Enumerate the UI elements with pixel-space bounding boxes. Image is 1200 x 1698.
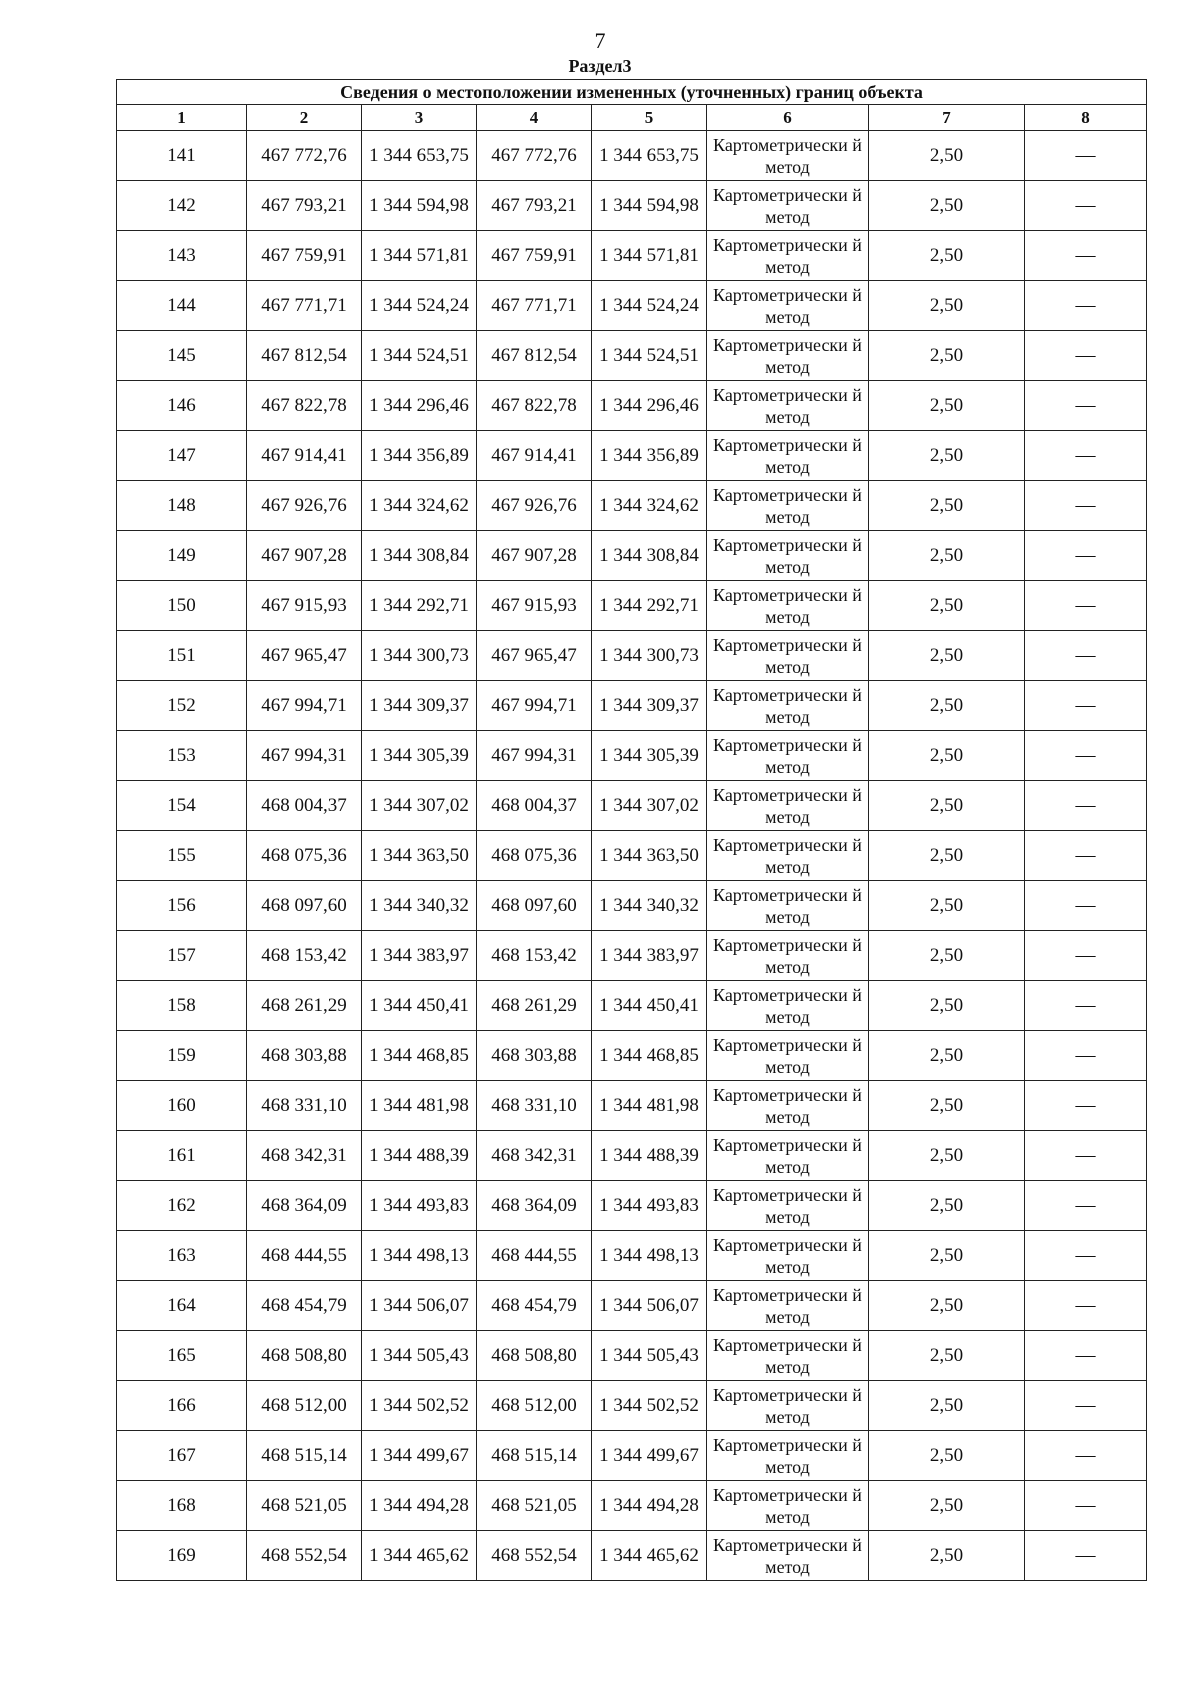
x-coordinate-new-cell: 467 926,76 (477, 481, 592, 531)
point-number-cell: 145 (117, 331, 247, 381)
table-row (117, 931, 1147, 981)
column-number: 2 (247, 105, 362, 131)
accuracy-cell: 2,50 (869, 281, 1025, 331)
accuracy-cell: 2,50 (869, 481, 1025, 531)
table-row (117, 1331, 1147, 1381)
description-cell: — (1025, 1231, 1147, 1281)
method-cell: Картометрически й метод (707, 1031, 869, 1081)
accuracy-cell: 2,50 (869, 1431, 1025, 1481)
x-coordinate-new-cell: 467 759,91 (477, 231, 592, 281)
x-coordinate-new-cell: 468 004,37 (477, 781, 592, 831)
table-row (117, 1431, 1147, 1481)
point-number-cell: 144 (117, 281, 247, 331)
point-number-cell: 150 (117, 581, 247, 631)
description-cell: — (1025, 1131, 1147, 1181)
accuracy-cell: 2,50 (869, 1381, 1025, 1431)
method-cell: Картометрически й метод (707, 1531, 869, 1581)
point-number-cell: 163 (117, 1231, 247, 1281)
method-cell: Картометрически й метод (707, 1131, 869, 1181)
table-row (117, 231, 1147, 281)
x-coordinate-cell: 467 914,41 (247, 431, 362, 481)
y-coordinate-new-cell: 1 344 309,37 (592, 681, 707, 731)
x-coordinate-cell: 468 364,09 (247, 1181, 362, 1231)
point-number-cell: 168 (117, 1481, 247, 1531)
description-cell: — (1025, 231, 1147, 281)
accuracy-cell: 2,50 (869, 1181, 1025, 1231)
method-cell: Картометрически й метод (707, 731, 869, 781)
x-coordinate-new-cell: 467 914,41 (477, 431, 592, 481)
y-coordinate-new-cell: 1 344 465,62 (592, 1531, 707, 1581)
x-coordinate-cell: 467 772,76 (247, 131, 362, 181)
method-cell: Картометрически й метод (707, 381, 869, 431)
x-coordinate-cell: 468 508,80 (247, 1331, 362, 1381)
description-cell: — (1025, 1481, 1147, 1531)
y-coordinate-new-cell: 1 344 450,41 (592, 981, 707, 1031)
point-number-cell: 164 (117, 1281, 247, 1331)
x-coordinate-new-cell: 468 342,31 (477, 1131, 592, 1181)
point-number-cell: 157 (117, 931, 247, 981)
table-row (117, 131, 1147, 181)
table-row (117, 631, 1147, 681)
x-coordinate-cell: 467 771,71 (247, 281, 362, 331)
y-coordinate-cell: 1 344 307,02 (362, 781, 477, 831)
method-cell: Картометрически й метод (707, 1081, 869, 1131)
x-coordinate-new-cell: 468 552,54 (477, 1531, 592, 1581)
description-cell: — (1025, 1431, 1147, 1481)
y-coordinate-cell: 1 344 383,97 (362, 931, 477, 981)
table-row (117, 881, 1147, 931)
column-numbers-row (117, 105, 1147, 131)
y-coordinate-cell: 1 344 653,75 (362, 131, 477, 181)
page-number: 7 (594, 28, 606, 53)
description-cell: — (1025, 1181, 1147, 1231)
method-cell: Картометрически й метод (707, 1481, 869, 1531)
x-coordinate-cell: 467 759,91 (247, 231, 362, 281)
x-coordinate-cell: 468 331,10 (247, 1081, 362, 1131)
x-coordinate-cell: 467 793,21 (247, 181, 362, 231)
y-coordinate-cell: 1 344 309,37 (362, 681, 477, 731)
table-row (117, 731, 1147, 781)
x-coordinate-new-cell: 467 994,31 (477, 731, 592, 781)
table-caption-row (117, 80, 1147, 105)
y-coordinate-cell: 1 344 505,43 (362, 1331, 477, 1381)
description-cell: — (1025, 381, 1147, 431)
accuracy-cell: 2,50 (869, 131, 1025, 181)
column-number: 5 (592, 105, 707, 131)
y-coordinate-cell: 1 344 493,83 (362, 1181, 477, 1231)
y-coordinate-new-cell: 1 344 571,81 (592, 231, 707, 281)
table-row (117, 181, 1147, 231)
y-coordinate-new-cell: 1 344 308,84 (592, 531, 707, 581)
method-cell: Картометрически й метод (707, 931, 869, 981)
x-coordinate-cell: 468 512,00 (247, 1381, 362, 1431)
point-number-cell: 161 (117, 1131, 247, 1181)
table-row (117, 831, 1147, 881)
y-coordinate-cell: 1 344 356,89 (362, 431, 477, 481)
point-number-cell: 162 (117, 1181, 247, 1231)
x-coordinate-cell: 468 004,37 (247, 781, 362, 831)
table-row (117, 1081, 1147, 1131)
accuracy-cell: 2,50 (869, 1031, 1025, 1081)
y-coordinate-cell: 1 344 296,46 (362, 381, 477, 431)
y-coordinate-new-cell: 1 344 340,32 (592, 881, 707, 931)
x-coordinate-new-cell: 468 364,09 (477, 1181, 592, 1231)
x-coordinate-cell: 467 822,78 (247, 381, 362, 431)
description-cell: — (1025, 531, 1147, 581)
x-coordinate-cell: 468 515,14 (247, 1431, 362, 1481)
method-cell: Картометрически й метод (707, 831, 869, 881)
point-number-cell: 148 (117, 481, 247, 531)
y-coordinate-new-cell: 1 344 594,98 (592, 181, 707, 231)
table-row (117, 1531, 1147, 1581)
x-coordinate-new-cell: 467 994,71 (477, 681, 592, 731)
accuracy-cell: 2,50 (869, 531, 1025, 581)
y-coordinate-new-cell: 1 344 300,73 (592, 631, 707, 681)
y-coordinate-new-cell: 1 344 305,39 (592, 731, 707, 781)
method-cell: Картометрически й метод (707, 481, 869, 531)
method-cell: Картометрически й метод (707, 1231, 869, 1281)
description-cell: — (1025, 1381, 1147, 1431)
accuracy-cell: 2,50 (869, 381, 1025, 431)
x-coordinate-cell: 467 907,28 (247, 531, 362, 581)
y-coordinate-new-cell: 1 344 383,97 (592, 931, 707, 981)
point-number-cell: 155 (117, 831, 247, 881)
description-cell: — (1025, 331, 1147, 381)
y-coordinate-cell: 1 344 340,32 (362, 881, 477, 931)
column-number: 7 (869, 105, 1025, 131)
y-coordinate-new-cell: 1 344 296,46 (592, 381, 707, 431)
y-coordinate-cell: 1 344 524,24 (362, 281, 477, 331)
point-number-cell: 149 (117, 531, 247, 581)
y-coordinate-cell: 1 344 524,51 (362, 331, 477, 381)
method-cell: Картометрически й метод (707, 781, 869, 831)
y-coordinate-cell: 1 344 499,67 (362, 1431, 477, 1481)
accuracy-cell: 2,50 (869, 831, 1025, 881)
y-coordinate-new-cell: 1 344 488,39 (592, 1131, 707, 1181)
x-coordinate-new-cell: 468 454,79 (477, 1281, 592, 1331)
description-cell: — (1025, 581, 1147, 631)
x-coordinate-cell: 467 915,93 (247, 581, 362, 631)
y-coordinate-cell: 1 344 502,52 (362, 1381, 477, 1431)
x-coordinate-new-cell: 468 521,05 (477, 1481, 592, 1531)
description-cell: — (1025, 781, 1147, 831)
accuracy-cell: 2,50 (869, 1481, 1025, 1531)
y-coordinate-new-cell: 1 344 356,89 (592, 431, 707, 481)
y-coordinate-new-cell: 1 344 363,50 (592, 831, 707, 881)
description-cell: — (1025, 931, 1147, 981)
table-row (117, 431, 1147, 481)
x-coordinate-cell: 468 153,42 (247, 931, 362, 981)
accuracy-cell: 2,50 (869, 181, 1025, 231)
x-coordinate-cell: 468 097,60 (247, 881, 362, 931)
y-coordinate-cell: 1 344 308,84 (362, 531, 477, 581)
x-coordinate-new-cell: 468 512,00 (477, 1381, 592, 1431)
x-coordinate-cell: 467 812,54 (247, 331, 362, 381)
y-coordinate-cell: 1 344 363,50 (362, 831, 477, 881)
x-coordinate-new-cell: 468 515,14 (477, 1431, 592, 1481)
point-number-cell: 160 (117, 1081, 247, 1131)
x-coordinate-new-cell: 467 812,54 (477, 331, 592, 381)
point-number-cell: 147 (117, 431, 247, 481)
table-row (117, 1181, 1147, 1231)
x-coordinate-new-cell: 467 822,78 (477, 381, 592, 431)
description-cell: — (1025, 831, 1147, 881)
description-cell: — (1025, 981, 1147, 1031)
accuracy-cell: 2,50 (869, 231, 1025, 281)
y-coordinate-cell: 1 344 481,98 (362, 1081, 477, 1131)
point-number-cell: 154 (117, 781, 247, 831)
y-coordinate-new-cell: 1 344 524,51 (592, 331, 707, 381)
description-cell: — (1025, 431, 1147, 481)
method-cell: Картометрически й метод (707, 881, 869, 931)
point-number-cell: 141 (117, 131, 247, 181)
column-number: 1 (117, 105, 247, 131)
y-coordinate-new-cell: 1 344 494,28 (592, 1481, 707, 1531)
accuracy-cell: 2,50 (869, 1331, 1025, 1381)
point-number-cell: 166 (117, 1381, 247, 1431)
column-number: 3 (362, 105, 477, 131)
description-cell: — (1025, 1031, 1147, 1081)
method-cell: Картометрически й метод (707, 1331, 869, 1381)
x-coordinate-new-cell: 468 508,80 (477, 1331, 592, 1381)
x-coordinate-cell: 468 552,54 (247, 1531, 362, 1581)
method-cell: Картометрически й метод (707, 681, 869, 731)
y-coordinate-cell: 1 344 498,13 (362, 1231, 477, 1281)
y-coordinate-new-cell: 1 344 468,85 (592, 1031, 707, 1081)
table-body (117, 131, 1147, 1581)
x-coordinate-new-cell: 468 261,29 (477, 981, 592, 1031)
description-cell: — (1025, 631, 1147, 681)
description-cell: — (1025, 281, 1147, 331)
accuracy-cell: 2,50 (869, 1131, 1025, 1181)
point-number-cell: 146 (117, 381, 247, 431)
point-number-cell: 159 (117, 1031, 247, 1081)
coordinates-table (116, 79, 1147, 1581)
description-cell: — (1025, 1331, 1147, 1381)
y-coordinate-cell: 1 344 450,41 (362, 981, 477, 1031)
accuracy-cell: 2,50 (869, 1081, 1025, 1131)
point-number-cell: 152 (117, 681, 247, 731)
accuracy-cell: 2,50 (869, 1231, 1025, 1281)
x-coordinate-cell: 467 994,71 (247, 681, 362, 731)
x-coordinate-cell: 468 075,36 (247, 831, 362, 881)
accuracy-cell: 2,50 (869, 881, 1025, 931)
x-coordinate-new-cell: 468 331,10 (477, 1081, 592, 1131)
accuracy-cell: 2,50 (869, 731, 1025, 781)
table-row (117, 1231, 1147, 1281)
y-coordinate-new-cell: 1 344 493,83 (592, 1181, 707, 1231)
x-coordinate-new-cell: 468 444,55 (477, 1231, 592, 1281)
y-coordinate-new-cell: 1 344 307,02 (592, 781, 707, 831)
x-coordinate-new-cell: 467 772,76 (477, 131, 592, 181)
description-cell: — (1025, 1081, 1147, 1131)
point-number-cell: 143 (117, 231, 247, 281)
x-coordinate-cell: 467 926,76 (247, 481, 362, 531)
table-row (117, 1031, 1147, 1081)
x-coordinate-cell: 468 444,55 (247, 1231, 362, 1281)
y-coordinate-new-cell: 1 344 653,75 (592, 131, 707, 181)
point-number-cell: 151 (117, 631, 247, 681)
table-row (117, 681, 1147, 731)
y-coordinate-new-cell: 1 344 481,98 (592, 1081, 707, 1131)
table-row (117, 1481, 1147, 1531)
x-coordinate-new-cell: 467 771,71 (477, 281, 592, 331)
x-coordinate-new-cell: 467 793,21 (477, 181, 592, 231)
y-coordinate-cell: 1 344 468,85 (362, 1031, 477, 1081)
y-coordinate-cell: 1 344 488,39 (362, 1131, 477, 1181)
method-cell: Картометрически й метод (707, 1181, 869, 1231)
description-cell: — (1025, 881, 1147, 931)
description-cell: — (1025, 131, 1147, 181)
point-number-cell: 142 (117, 181, 247, 231)
method-cell: Картометрически й метод (707, 1431, 869, 1481)
x-coordinate-new-cell: 467 965,47 (477, 631, 592, 681)
accuracy-cell: 2,50 (869, 931, 1025, 981)
accuracy-cell: 2,50 (869, 331, 1025, 381)
column-number: 4 (477, 105, 592, 131)
accuracy-cell: 2,50 (869, 431, 1025, 481)
accuracy-cell: 2,50 (869, 1531, 1025, 1581)
y-coordinate-new-cell: 1 344 292,71 (592, 581, 707, 631)
accuracy-cell: 2,50 (869, 581, 1025, 631)
table-row (117, 1131, 1147, 1181)
column-number: 8 (1025, 105, 1147, 131)
description-cell: — (1025, 1531, 1147, 1581)
x-coordinate-cell: 468 454,79 (247, 1281, 362, 1331)
y-coordinate-new-cell: 1 344 499,67 (592, 1431, 707, 1481)
section-title: Раздел3 (568, 56, 632, 76)
y-coordinate-cell: 1 344 465,62 (362, 1531, 477, 1581)
x-coordinate-new-cell: 468 303,88 (477, 1031, 592, 1081)
table-row (117, 281, 1147, 331)
y-coordinate-new-cell: 1 344 506,07 (592, 1281, 707, 1331)
y-coordinate-cell: 1 344 506,07 (362, 1281, 477, 1331)
point-number-cell: 156 (117, 881, 247, 931)
method-cell: Картометрически й метод (707, 131, 869, 181)
table-caption: Сведения о местоположении измененных (уточненных) границ объекта (117, 80, 1147, 105)
table-row (117, 531, 1147, 581)
y-coordinate-new-cell: 1 344 505,43 (592, 1331, 707, 1381)
y-coordinate-new-cell: 1 344 524,24 (592, 281, 707, 331)
x-coordinate-cell: 468 261,29 (247, 981, 362, 1031)
method-cell: Картометрически й метод (707, 181, 869, 231)
table-row (117, 781, 1147, 831)
table-row (117, 581, 1147, 631)
x-coordinate-cell: 468 342,31 (247, 1131, 362, 1181)
method-cell: Картометрически й метод (707, 331, 869, 381)
description-cell: — (1025, 1281, 1147, 1331)
method-cell: Картометрически й метод (707, 431, 869, 481)
x-coordinate-new-cell: 467 915,93 (477, 581, 592, 631)
x-coordinate-cell: 467 994,31 (247, 731, 362, 781)
x-coordinate-cell: 467 965,47 (247, 631, 362, 681)
method-cell: Картометрически й метод (707, 1281, 869, 1331)
method-cell: Картометрически й метод (707, 631, 869, 681)
point-number-cell: 165 (117, 1331, 247, 1381)
point-number-cell: 169 (117, 1531, 247, 1581)
x-coordinate-new-cell: 468 153,42 (477, 931, 592, 981)
point-number-cell: 153 (117, 731, 247, 781)
y-coordinate-cell: 1 344 571,81 (362, 231, 477, 281)
accuracy-cell: 2,50 (869, 781, 1025, 831)
method-cell: Картометрически й метод (707, 581, 869, 631)
description-cell: — (1025, 181, 1147, 231)
point-number-cell: 158 (117, 981, 247, 1031)
method-cell: Картометрически й метод (707, 981, 869, 1031)
table-row (117, 1281, 1147, 1331)
accuracy-cell: 2,50 (869, 981, 1025, 1031)
table-row (117, 381, 1147, 431)
table-row (117, 331, 1147, 381)
description-cell: — (1025, 481, 1147, 531)
x-coordinate-cell: 468 521,05 (247, 1481, 362, 1531)
table-row (117, 981, 1147, 1031)
accuracy-cell: 2,50 (869, 1281, 1025, 1331)
y-coordinate-cell: 1 344 300,73 (362, 631, 477, 681)
y-coordinate-cell: 1 344 594,98 (362, 181, 477, 231)
column-number: 6 (707, 105, 869, 131)
y-coordinate-cell: 1 344 494,28 (362, 1481, 477, 1531)
method-cell: Картометрически й метод (707, 531, 869, 581)
x-coordinate-new-cell: 468 075,36 (477, 831, 592, 881)
accuracy-cell: 2,50 (869, 681, 1025, 731)
table-row (117, 1381, 1147, 1431)
method-cell: Картометрически й метод (707, 231, 869, 281)
method-cell: Картометрически й метод (707, 1381, 869, 1431)
method-cell: Картометрически й метод (707, 281, 869, 331)
description-cell: — (1025, 681, 1147, 731)
description-cell: — (1025, 731, 1147, 781)
y-coordinate-new-cell: 1 344 498,13 (592, 1231, 707, 1281)
y-coordinate-new-cell: 1 344 324,62 (592, 481, 707, 531)
y-coordinate-cell: 1 344 305,39 (362, 731, 477, 781)
x-coordinate-cell: 468 303,88 (247, 1031, 362, 1081)
y-coordinate-cell: 1 344 292,71 (362, 581, 477, 631)
x-coordinate-new-cell: 468 097,60 (477, 881, 592, 931)
point-number-cell: 167 (117, 1431, 247, 1481)
table-row (117, 481, 1147, 531)
y-coordinate-new-cell: 1 344 502,52 (592, 1381, 707, 1431)
x-coordinate-new-cell: 467 907,28 (477, 531, 592, 581)
accuracy-cell: 2,50 (869, 631, 1025, 681)
y-coordinate-cell: 1 344 324,62 (362, 481, 477, 531)
